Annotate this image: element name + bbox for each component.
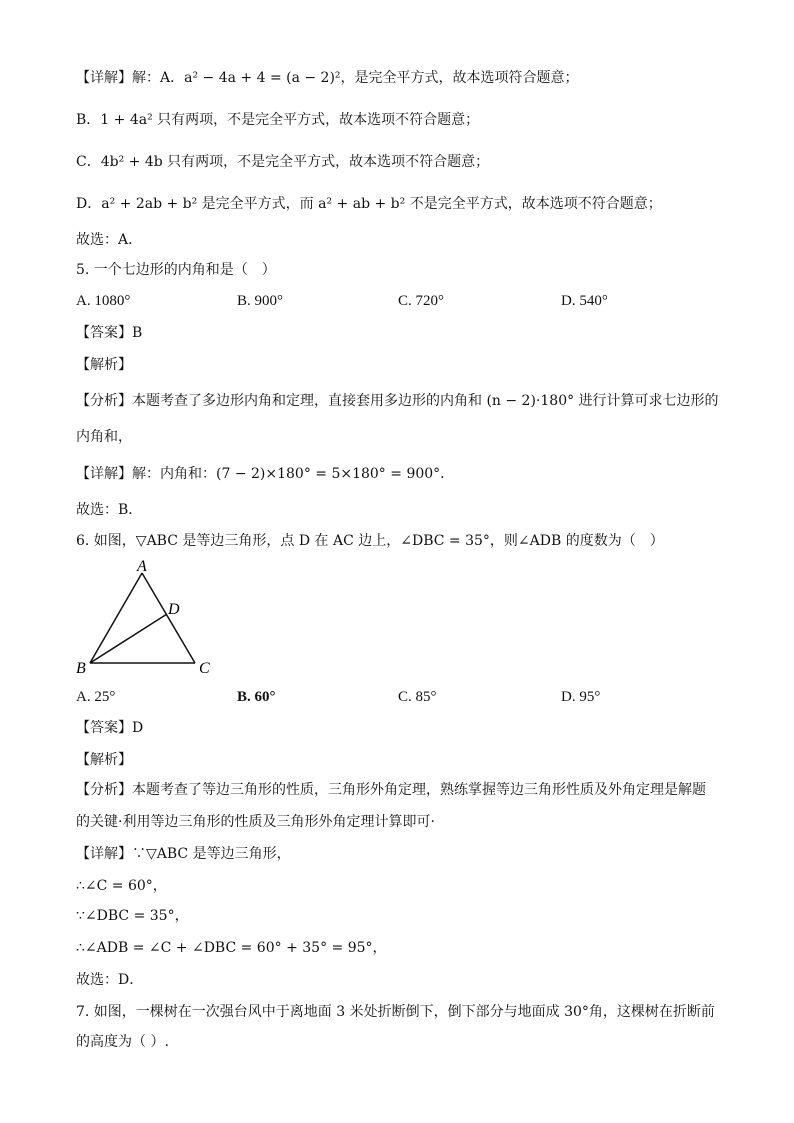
text-line: 的高度为（ ）.: [76, 1034, 169, 1050]
text-line: 【分析】本题考查了多边形内角和定理，直接套用多边形的内角和 (n − 2)·180° 进行计算可求七边形的: [76, 393, 719, 409]
text-line: 【详解】解：A．a² − 4a + 4 = (a − 2)²，是完全平方式，故本选项符合题意；: [76, 70, 579, 86]
question-7: 7. 如图，一棵树在一次强台风中于离地面 3 米处折断倒下，倒下部分与地面成 30°角，这棵树在折断前: [76, 1004, 715, 1020]
text-line: ∴∠C = 60°，: [76, 878, 167, 894]
triangle-figure: [76, 556, 236, 686]
text-line: D．a² + 2ab + b² 是完全平方式，而 a² + ab + b² 不是完全平方式，故本选项不符合题意；: [76, 196, 662, 212]
question-5: 5. 一个七边形的内角和是（ ）: [76, 262, 276, 278]
text-line: 【详解】∵▽ABC 是等边三角形，: [76, 846, 291, 862]
text-line: 【分析】本题考查了等边三角形的性质，三角形外角定理，熟练掌握等边三角形性质及外角定理是解题: [76, 782, 706, 798]
label-c: C: [199, 660, 210, 677]
side-ac: [142, 573, 195, 663]
question-6: 6. 如图，▽ABC 是等边三角形，点 D 在 AC 边上，∠DBC = 35°，则∠ADB 的度数为（ ）: [76, 533, 664, 549]
text-line: 【详解】解：内角和：(7 − 2)×180° = 5×180° = 900°．: [76, 466, 455, 482]
side-ab: [90, 573, 142, 663]
text-line: C．4b² + 4b 只有两项，不是完全平方式，故本选项不符合题意；: [76, 154, 490, 170]
q6-option-d: D. 95°: [561, 689, 601, 705]
answer-label: 【答案】B: [76, 325, 143, 341]
q5-option-b: B. 900°: [237, 293, 284, 309]
q6-option-c: C. 85°: [398, 689, 437, 705]
answer-label: 【答案】D: [76, 720, 144, 736]
label-b: B: [76, 660, 86, 677]
text-line: 故选：A．: [76, 232, 143, 248]
q5-option-a: A. 1080°: [76, 293, 131, 309]
text-line: 故选：B．: [76, 502, 143, 518]
q5-option-d: D. 540°: [561, 293, 608, 309]
q6-option-a: A. 25°: [76, 689, 116, 705]
text-line: B．1 + 4a² 只有两项，不是完全平方式，故本选项不符合题意；: [76, 112, 480, 128]
analysis-label: 【解析】: [76, 357, 132, 373]
text-line: ∵∠DBC = 35°，: [76, 908, 189, 924]
analysis-label: 【解析】: [76, 752, 132, 768]
text-line: ∴∠ADB = ∠C + ∠DBC = 60° + 35° = 95°，: [76, 940, 387, 956]
text-line: 内角和，: [76, 429, 132, 445]
segment-bd: [90, 614, 167, 663]
label-a: A: [137, 558, 147, 575]
label-d: D: [168, 601, 180, 618]
text-line: 故选：D．: [76, 972, 144, 988]
text-line: 的关键·利用等边三角形的性质及三角形外角定理计算即可·: [76, 814, 435, 830]
q6-option-b: B. 60°: [237, 689, 276, 705]
q5-option-c: C. 720°: [398, 293, 445, 309]
